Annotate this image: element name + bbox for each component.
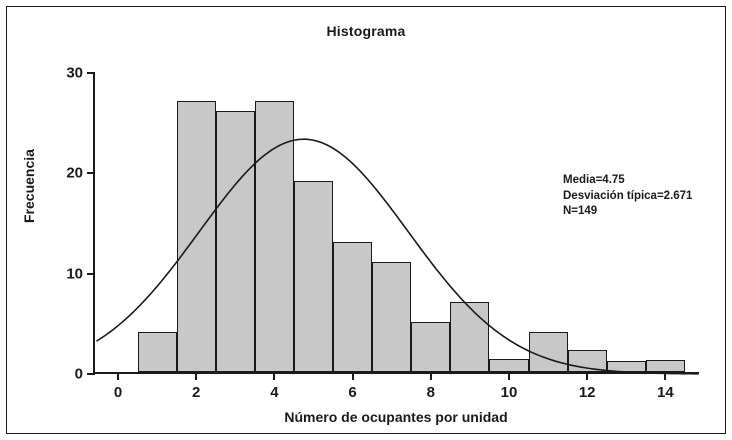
stat-n: N=149	[563, 205, 598, 218]
y-tick-label-0: 0	[74, 365, 83, 383]
x-axis-label: Número de ocupantes por unidad	[284, 409, 508, 425]
y-tick-label-20: 20	[66, 164, 83, 182]
x-tick-label-6: 6	[348, 384, 357, 401]
stat-mean: Media=4.75	[563, 174, 625, 186]
x-tick-label-14: 14	[657, 384, 674, 401]
x-tick-label-0: 0	[113, 384, 123, 401]
y-tick-mark-20	[87, 172, 95, 174]
plot-area	[66, 64, 699, 401]
x-tick-label-4: 4	[270, 384, 279, 401]
y-tick-label-30: 30	[66, 64, 83, 82]
x-tick-label-2: 2	[192, 384, 201, 401]
x-tick-label-12: 12	[578, 384, 596, 401]
stat-std-dev: Desviación típica=2.671	[563, 189, 693, 202]
y-tick-label-10: 10	[66, 265, 83, 283]
normal-curve	[95, 73, 701, 374]
chart-frame	[6, 6, 726, 434]
y-tick-mark-0	[87, 373, 95, 375]
y-axis-label: Frecuencia	[21, 149, 37, 223]
y-tick-mark-10	[87, 273, 95, 275]
y-tick-mark-30	[87, 72, 95, 74]
x-tick-label-10: 10	[500, 384, 518, 401]
chart-title: Histograma	[326, 23, 406, 39]
x-tick-label-8: 8	[426, 384, 435, 401]
